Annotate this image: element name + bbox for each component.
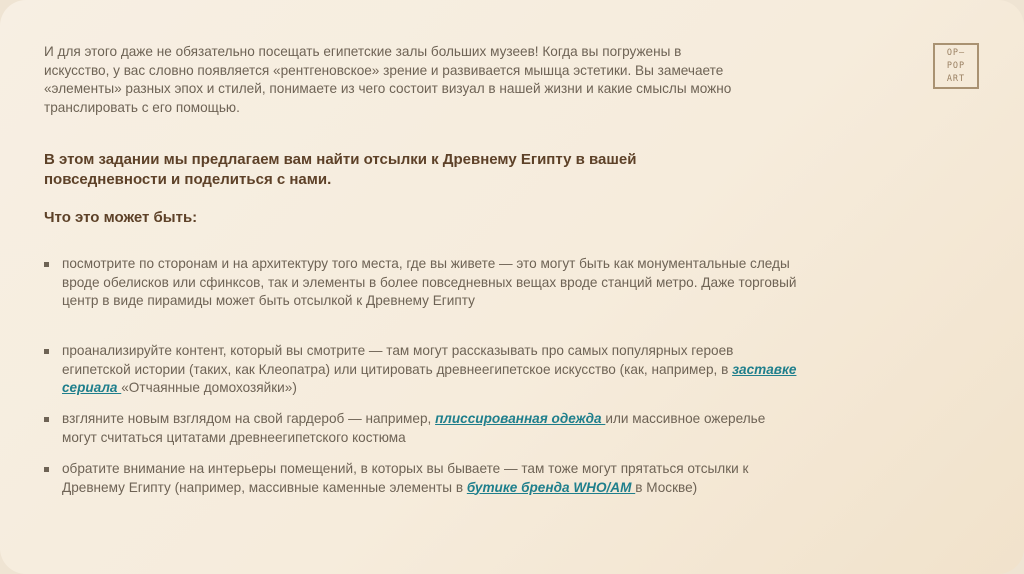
list-item-text bbox=[62, 410, 802, 447]
logo-text: ART bbox=[946, 74, 966, 85]
op-pop-art-logo bbox=[933, 43, 979, 89]
task-lead: В этом задании мы предлагаем вам найти отсылки к Древнему Египту в вашей повседневности и поделиться с нами. bbox=[44, 151, 637, 188]
intro-paragraph: И для этого даже не обязательно посещать египетские залы больших музеев! Когда вы погружены в искусство, у вас словно появляется «рентгеновское» зрение и развивается мышца эстетики. Вы замечаете «элементы» разных эпох и стилей, понимаете из чего состоит визуал в нашей жизни и какие смыслы можно транслировать с его помощью. bbox=[44, 44, 732, 115]
text-segment: взгляните новым взглядом на свой гардероб — например, bbox=[62, 411, 436, 426]
bullet-marker bbox=[44, 262, 49, 267]
logo-text: POP bbox=[946, 60, 966, 71]
list-item-text bbox=[62, 460, 802, 497]
text-segment: обратите внимание на интерьеры помещений, в которых вы бываете — там тоже могут прятаться отсылки к Древнему Египту (например, массивные каменные элементы в bbox=[62, 461, 749, 495]
text-segment: или массивное ожерелье могут считаться цитатами древнеегипетского костюма bbox=[62, 411, 766, 445]
text-segment: «Отчаянные домохозяйки») bbox=[121, 380, 297, 395]
list-item-text bbox=[62, 342, 802, 398]
bullet-marker bbox=[44, 349, 49, 354]
logo-text: OP— bbox=[946, 47, 966, 58]
bullet-marker bbox=[44, 417, 49, 422]
text-segment: в Москве) bbox=[635, 479, 698, 495]
link-series-intro[interactable]: заставке сериала bbox=[62, 361, 797, 395]
link-pleated-clothing[interactable]: плиссированная одежда bbox=[435, 411, 606, 426]
list-item-text: посмотрите по сторонам и на архитектуру того места, где вы живете — это могут быть как монументальные следы вроде обелисков или сфинксов, так и элементы в более повседневных вещах вроде станций метро. Даже торговый центр в виде пирамиды может быть отсылкой к Древнему Египту bbox=[62, 256, 797, 308]
subheading: Что это может быть: bbox=[44, 209, 198, 226]
link-whoam-boutique[interactable]: бутике бренда WHO/AM bbox=[466, 479, 636, 495]
bullet-marker bbox=[44, 467, 49, 472]
text-segment: проанализируйте контент, который вы смотрите — там могут рассказывать про самых популярных героев египетской истории (таких, как Клеопатра) или цитировать древнеегипетское искусство (как, например, в bbox=[62, 343, 734, 377]
